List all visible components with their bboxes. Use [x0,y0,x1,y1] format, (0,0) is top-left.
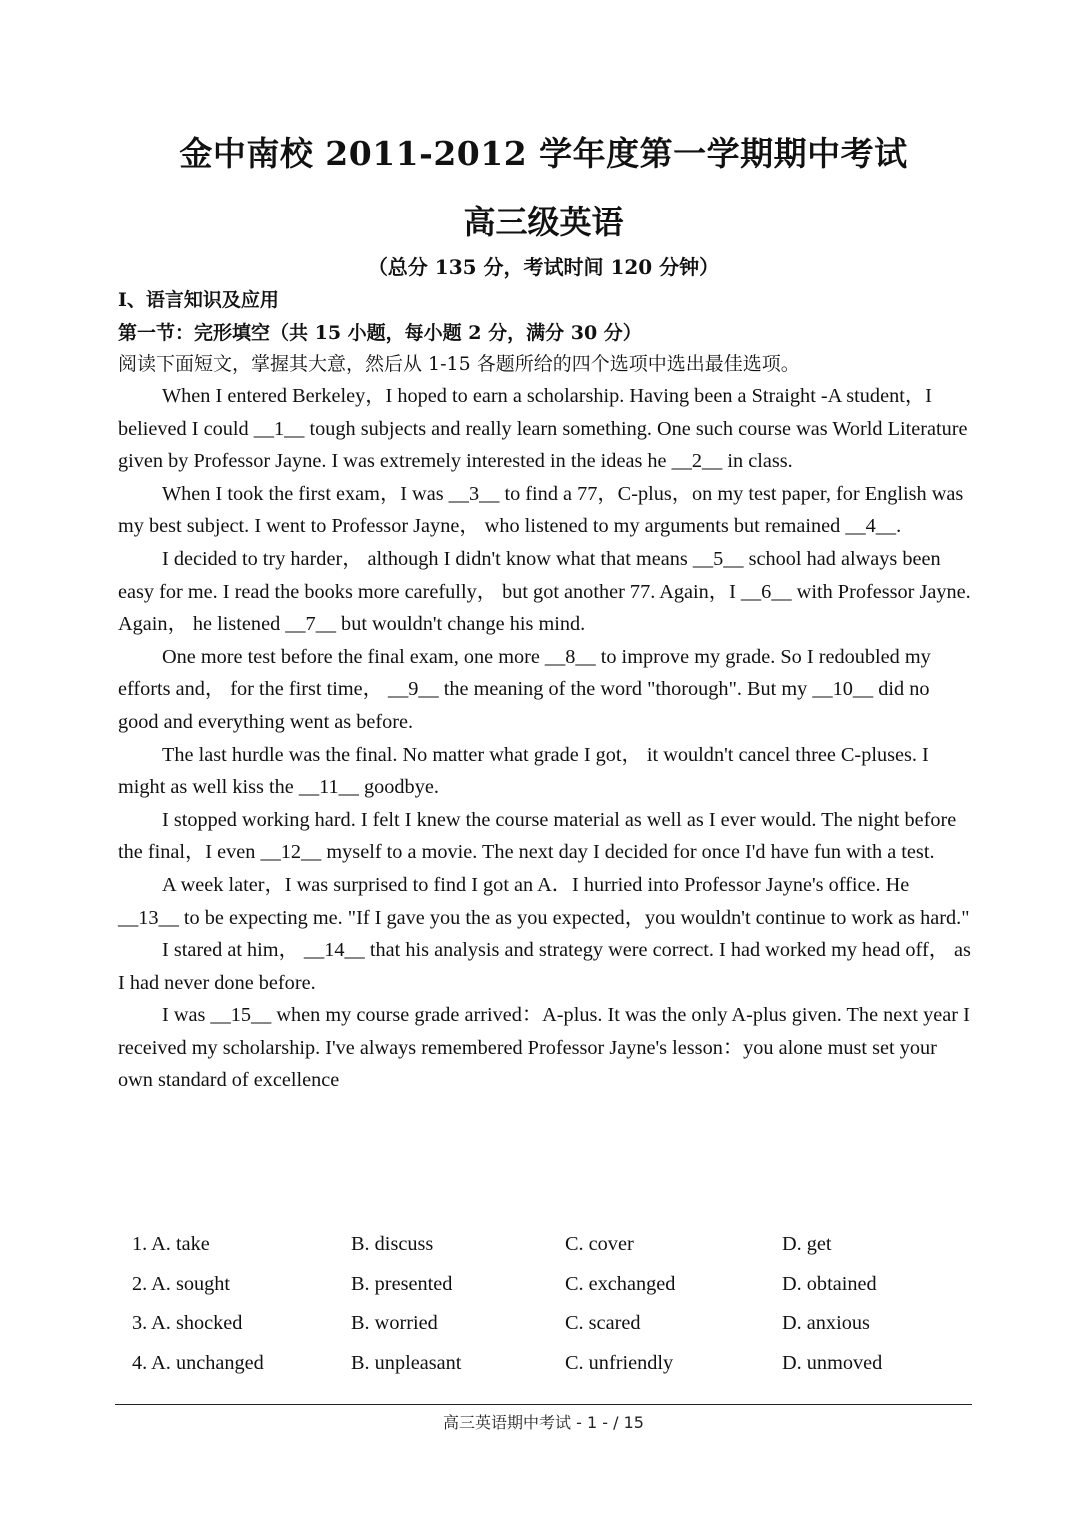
option-b: B. worried [351,1312,438,1335]
part-heading: I、语言知识及应用 [118,289,279,311]
page-footer: 高三英语期中考试 - 1 - / 15 [443,1413,644,1432]
question-options [132,1312,952,1352]
option-d: D. anxious [782,1312,870,1335]
paragraph: I stared at him， __14__ that his analysis and strategy were correct. I had worked my head off， as I had never done before. [118,939,971,994]
instruction-text: 阅读下面短文，掌握其大意，然后从 1-15 各题所给的四个选项中选出最佳选项。 [118,353,800,375]
question-options [132,1273,952,1313]
question-options [132,1352,952,1392]
exam-subtitle: 高三级英语 [463,203,624,241]
option-a: 2. A. sought [132,1272,231,1295]
paragraph: When I took the first exam，I was __3__ to find a 77，C-plus，on my test paper, for English was my best subject. I went to Professor Jayne， who listened to my arguments but remained __4__. [118,482,964,538]
footer-divider [115,1404,972,1405]
paragraph: One more test before the final exam, one more __8__ to improve my grade. So I redoubled my efforts and， for the first time， __9__ the meaning of the word "thorough". But my __10__ did no good and everything went as before. [118,645,931,733]
option-b: B. discuss [351,1233,434,1255]
paragraph: I was __15__ when my course grade arrived：A-plus. It was the only A-plus given. The next year I received my scholarship. I've always remembered Professor Jayne's lesson：you alone must set your own standard of excellence [118,1004,970,1092]
question-options [132,1233,952,1273]
option-c: C. scared [565,1312,641,1335]
cloze-passage [118,380,974,1097]
subpart-heading: 第一节：完形填空（共 15 小题，每小题 2 分，满分 30 分） [118,322,642,344]
paragraph: The last hurdle was the final. No matter what grade I got， it wouldn't cancel three C-pluses. I might as well kiss the __11__ goodbye. [118,743,929,799]
option-b: B. unpleasant [351,1352,462,1375]
option-d: D. get [782,1233,832,1255]
options-list [132,1233,952,1392]
option-d: D. unmoved [782,1352,883,1375]
paragraph: I decided to try harder， although I didn't know what that means __5__ school had always been easy for me. I read the books more carefully， but got another 77. Again，I __6__ with Professor Jayne. Again， he listened __7__ but wouldn't change his mind. [118,547,971,636]
option-c: C. cover [565,1233,634,1255]
option-a: 1. A. take [132,1233,210,1255]
option-a: 4. A. unchanged [132,1352,264,1375]
paragraph: I stopped working hard. I felt I knew the course material as well as I ever would. The night before the final，I even __12__ myself to a movie. The next day I decided for once I'd have fun with a test. [118,808,957,864]
option-d: D. obtained [782,1272,877,1295]
exam-note: （总分 135 分，考试时间 120 分钟） [367,255,720,279]
exam-title: 金中南校 2011-2012 学年度第一学期期中考试 [179,134,908,173]
paragraph: When I entered Berkeley，I hoped to earn a scholarship. Having been a Straight -A student，I believed I could __1__ tough subjects and really learn something. One such course was World Literature given by Professor Jayne. I was extremely interested in the ideas he __2__ in class. [118,385,968,473]
option-c: C. exchanged [565,1272,676,1295]
option-a: 3. A. shocked [132,1312,243,1335]
option-c: C. unfriendly [565,1352,674,1375]
paragraph: A week later，I was surprised to find I got an A．I hurried into Professor Jayne's office. He __13__ to be expecting me. "If I gave you the as you expected，you wouldn't continue to work as hard." [118,873,970,929]
option-b: B. presented [351,1272,453,1295]
